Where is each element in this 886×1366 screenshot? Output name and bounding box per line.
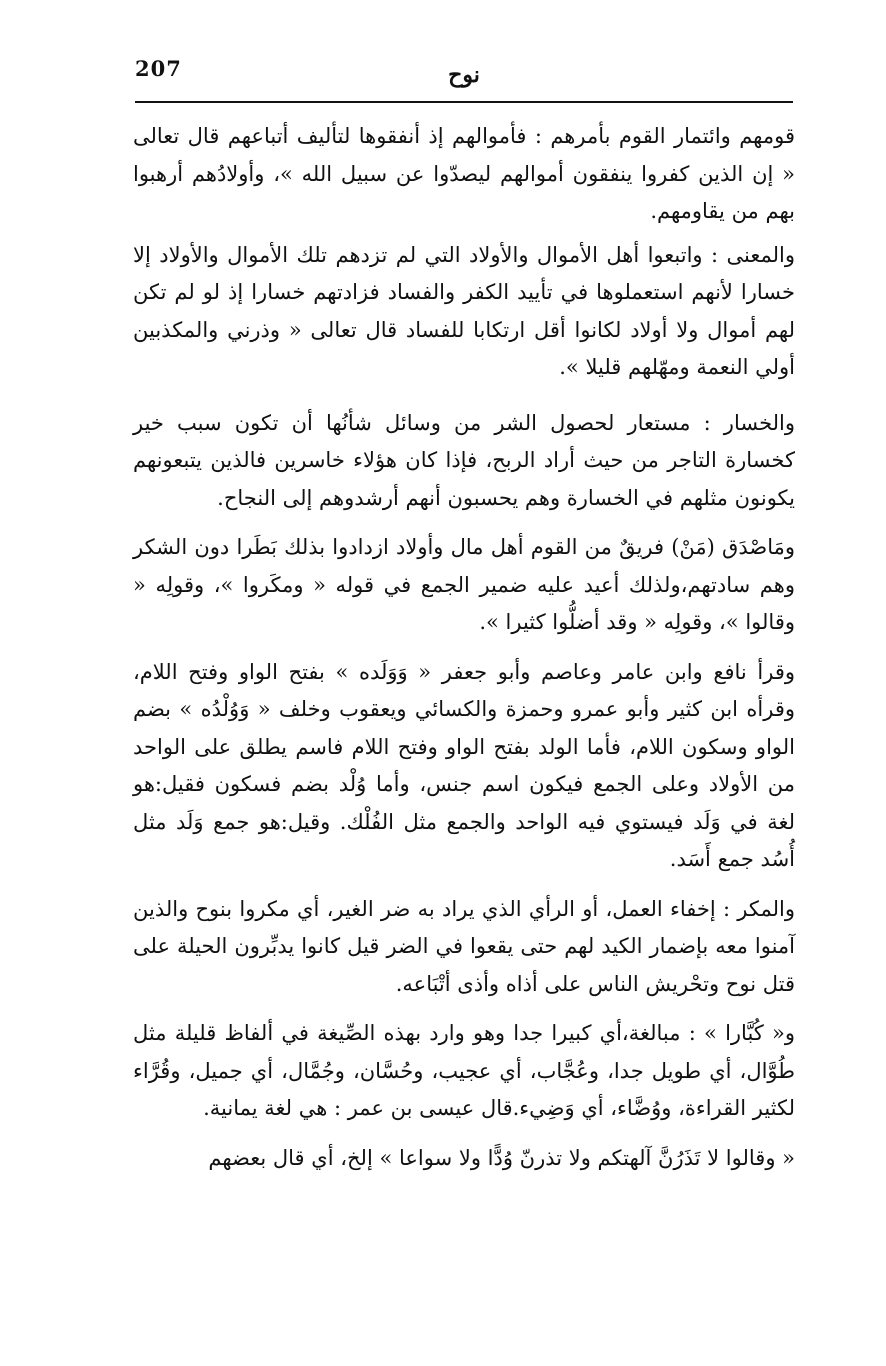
paragraph: و« كُبَّارا » : مبالغة،أي كبيرا جدا وهو وارد بهذه الصِّيغة في ألفاظ قليلة مثل طُوَّال، أي طويل جدا، وعُجَّاب، أي عجيب، وحُسَّان، وجُمَّال، أي جميل، وقُرَّاء لكثير القراءة، ووُضَّاء، أي وَضِيء.قال عيسى بن عمر : هي لغة يمانية.	[133, 1021, 795, 1120]
paragraph: والمكر : إخفاء العمل، أو الرأي الذي يراد به ضر الغير، أي مكروا بنوح والذين آمنوا معه بإضمار الكيد لهم حتى يقعوا في الضر قيل كانوا يدبِّرون الحيلة على قتل نوح وتحْريش الناس على أذاه وأذى أتْبَاعه.	[133, 896, 795, 996]
paragraph: وقرأ نافع وابن عامر وعاصم وأبو جعفر « وَوَلَده » بفتح الواو وفتح اللام، وقرأه ابن كثير وأبو عمرو وحمزة والكسائي ويعقوب وخلف « وَوُلْدُه » بضم الواو وسكون اللام، فأما الولد بفتح الواو وفتح اللام فاسم يطلق على الواحد من الأولاد وعلى الجمع فيكون اسم جنس، وأما وُلْد بضم فسكون فقيل:هو لغة في وَلَد فيستوي فيه الواحد والجمع مثل الفُلْك. وقيل:هو جمع وَلَد مثل أُسُد جمع أَسَد.	[133, 659, 795, 871]
paragraph: « وقالوا لا تَذَرُنَّ آلهتكم ولا تذرنّ وُدًّا ولا سواعا » إلخ، أي قال بعضهم	[208, 1145, 795, 1170]
body-text	[133, 118, 795, 1177]
page-header	[135, 52, 793, 102]
header-rule	[135, 101, 793, 103]
running-title: نوح	[448, 62, 480, 88]
paragraph: والمعنى : واتبعوا أهل الأموال والأولاد التي لم تزدهم تلك الأموال والأولاد إلا خسارا لأنهم استعملوها في تأييد الكفر والفساد فزادتهم خسارا إذ لو لم تكن لهم أموال ولا أولاد لكانوا أقل ارتكابا للفساد قال تعالى « وذرني والمكذبين أولي النعمة ومهّلهم قليلا ».	[133, 242, 795, 379]
paragraph: قومهم وائتمار القوم بأمرهم : فأموالهم إذ أنفقوها لتأليف أتباعهم قال تعالى « إن الذين كفروا ينفقون أموالهم ليصدّوا عن سبيل الله »، وأولادُهم أرهبوا بهم من يقاومهم.	[133, 124, 795, 223]
paragraph: والخسار : مستعار لحصول الشر من وسائل شأنُها أن تكون سبب خير كخسارة التاجر من حيث أراد الربح، فإذا كان هؤلاء خاسرين فالذين يتبعونهم يكونون مثلهم في الخسارة وهم يحسبون أنهم أرشدوهم إلى النجاح.	[133, 410, 795, 510]
page-number: 207	[135, 56, 182, 81]
paragraph: ومَاصْدَق (مَنْ) فريقٌ من القوم أهل مال وأولاد ازدادوا بذلك بَطَرا دون الشكر وهم سادتهم،ولذلك أعيد عليه ضمير الجمع في قوله « ومكَروا »، وقولِه « وقالوا »، وقولِه « وقد أضلُّوا كثيرا ».	[133, 535, 795, 634]
